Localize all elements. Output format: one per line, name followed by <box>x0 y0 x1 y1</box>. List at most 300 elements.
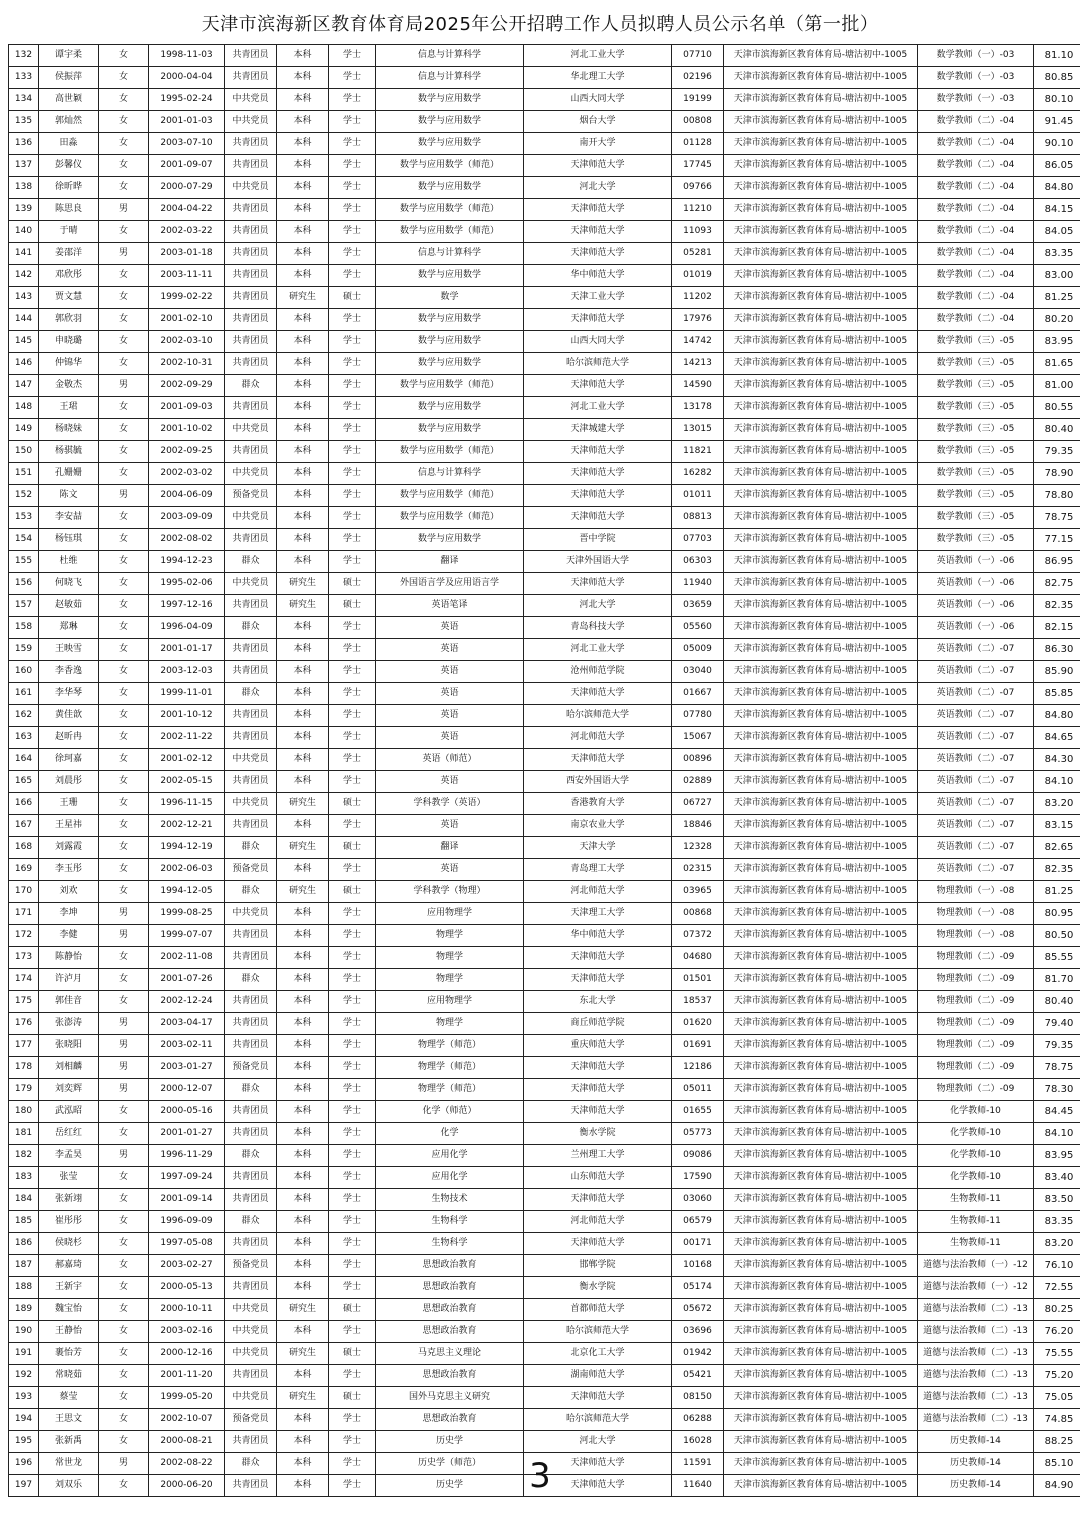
cell-university: 天津师范大学 <box>524 1453 672 1475</box>
cell-name: 李健 <box>39 925 99 947</box>
cell-political-status: 预备党员 <box>225 859 277 881</box>
cell-birth-date: 1995-02-06 <box>149 573 225 595</box>
cell-exam-number: 01501 <box>672 969 724 991</box>
cell-university: 天津师范大学 <box>524 243 672 265</box>
cell-recruiting-unit: 天津市滨海新区教育体育局-塘沽初中-1005 <box>724 1057 918 1079</box>
cell-degree: 学士 <box>329 1321 376 1343</box>
cell-position: 数学教师（一）-03 <box>918 45 1034 67</box>
cell-gender: 女 <box>99 353 149 375</box>
cell-exam-number: 08150 <box>672 1387 724 1409</box>
table-row <box>9 793 1080 815</box>
cell-university: 天津理工大学 <box>524 903 672 925</box>
cell-degree: 学士 <box>329 1145 376 1167</box>
cell-major: 英语 <box>376 617 524 639</box>
cell-recruiting-unit: 天津市滨海新区教育体育局-塘沽初中-1005 <box>724 485 918 507</box>
cell-position: 英语教师（二）-07 <box>918 815 1034 837</box>
cell-score: 74.85 <box>1034 1409 1080 1431</box>
cell-political-status: 群众 <box>225 683 277 705</box>
cell-degree: 学士 <box>329 661 376 683</box>
table-row <box>9 749 1080 771</box>
cell-degree: 学士 <box>329 1079 376 1101</box>
cell-exam-number: 15067 <box>672 727 724 749</box>
cell-exam-number: 05560 <box>672 617 724 639</box>
cell-recruiting-unit: 天津市滨海新区教育体育局-塘沽初中-1005 <box>724 419 918 441</box>
cell-name: 王珊 <box>39 793 99 815</box>
cell-gender: 女 <box>99 727 149 749</box>
cell-exam-number: 01655 <box>672 1101 724 1123</box>
cell-position: 数学教师（三）-05 <box>918 529 1034 551</box>
cell-name: 刘欢 <box>39 881 99 903</box>
cell-score: 84.15 <box>1034 199 1080 221</box>
cell-university: 天津师范大学 <box>524 155 672 177</box>
cell-political-status: 中共党员 <box>225 89 277 111</box>
cell-name: 申晓璐 <box>39 331 99 353</box>
cell-score: 76.10 <box>1034 1255 1080 1277</box>
table-row <box>9 331 1080 353</box>
cell-name: 高世颖 <box>39 89 99 111</box>
cell-major: 信息与计算科学 <box>376 45 524 67</box>
cell-row-index: 183 <box>9 1167 39 1189</box>
cell-birth-date: 2001-09-07 <box>149 155 225 177</box>
cell-exam-number: 13178 <box>672 397 724 419</box>
cell-exam-number: 02315 <box>672 859 724 881</box>
cell-name: 李坤 <box>39 903 99 925</box>
cell-position: 历史教师-14 <box>918 1453 1034 1475</box>
cell-political-status: 共青团员 <box>225 925 277 947</box>
cell-university: 兰州理工大学 <box>524 1145 672 1167</box>
cell-education: 本科 <box>277 1277 329 1299</box>
cell-education: 本科 <box>277 111 329 133</box>
cell-gender: 女 <box>99 177 149 199</box>
cell-position: 道德与法治教师（一）-12 <box>918 1255 1034 1277</box>
cell-recruiting-unit: 天津市滨海新区教育体育局-塘沽初中-1005 <box>724 1321 918 1343</box>
cell-degree: 学士 <box>329 177 376 199</box>
cell-political-status: 共青团员 <box>225 639 277 661</box>
cell-education: 本科 <box>277 925 329 947</box>
cell-gender: 男 <box>99 1453 149 1475</box>
cell-education: 本科 <box>277 903 329 925</box>
cell-birth-date: 2002-11-22 <box>149 727 225 749</box>
cell-gender: 女 <box>99 1167 149 1189</box>
cell-position: 数学教师（三）-05 <box>918 507 1034 529</box>
cell-education: 本科 <box>277 771 329 793</box>
cell-position: 道德与法治教师（二）-13 <box>918 1299 1034 1321</box>
cell-birth-date: 2002-03-22 <box>149 221 225 243</box>
cell-education: 本科 <box>277 1167 329 1189</box>
cell-recruiting-unit: 天津市滨海新区教育体育局-塘沽初中-1005 <box>724 1123 918 1145</box>
cell-university: 烟台大学 <box>524 111 672 133</box>
cell-degree: 学士 <box>329 1035 376 1057</box>
cell-education: 本科 <box>277 749 329 771</box>
cell-name: 杜维 <box>39 551 99 573</box>
cell-exam-number: 07710 <box>672 45 724 67</box>
cell-exam-number: 05672 <box>672 1299 724 1321</box>
cell-university: 天津师范大学 <box>524 1079 672 1101</box>
cell-gender: 女 <box>99 529 149 551</box>
cell-recruiting-unit: 天津市滨海新区教育体育局-塘沽初中-1005 <box>724 1211 918 1233</box>
cell-position: 数学教师（三）-05 <box>918 375 1034 397</box>
cell-exam-number: 01942 <box>672 1343 724 1365</box>
cell-education: 本科 <box>277 1233 329 1255</box>
cell-row-index: 147 <box>9 375 39 397</box>
cell-row-index: 135 <box>9 111 39 133</box>
cell-exam-number: 05009 <box>672 639 724 661</box>
cell-gender: 女 <box>99 441 149 463</box>
cell-birth-date: 2002-09-29 <box>149 375 225 397</box>
cell-recruiting-unit: 天津市滨海新区教育体育局-塘沽初中-1005 <box>724 397 918 419</box>
cell-position: 数学教师（三）-05 <box>918 331 1034 353</box>
cell-education: 本科 <box>277 1453 329 1475</box>
cell-score: 86.95 <box>1034 551 1080 573</box>
cell-political-status: 群众 <box>225 617 277 639</box>
cell-recruiting-unit: 天津市滨海新区教育体育局-塘沽初中-1005 <box>724 89 918 111</box>
cell-name: 崔彤彤 <box>39 1211 99 1233</box>
cell-row-index: 177 <box>9 1035 39 1057</box>
cell-birth-date: 1996-11-29 <box>149 1145 225 1167</box>
cell-exam-number: 01620 <box>672 1013 724 1035</box>
cell-political-status: 共青团员 <box>225 221 277 243</box>
cell-major: 翻译 <box>376 837 524 859</box>
table-row <box>9 529 1080 551</box>
cell-university: 哈尔滨师范大学 <box>524 353 672 375</box>
cell-major: 历史学 <box>376 1475 524 1497</box>
cell-name: 侯振萍 <box>39 67 99 89</box>
cell-position: 英语教师（二）-07 <box>918 639 1034 661</box>
cell-major: 数学与应用数学（师范） <box>376 375 524 397</box>
cell-major: 物理学 <box>376 925 524 947</box>
cell-degree: 学士 <box>329 441 376 463</box>
cell-row-index: 148 <box>9 397 39 419</box>
cell-position: 英语教师（二）-07 <box>918 661 1034 683</box>
cell-exam-number: 16282 <box>672 463 724 485</box>
cell-degree: 硕士 <box>329 1343 376 1365</box>
cell-score: 83.35 <box>1034 1211 1080 1233</box>
table-row <box>9 485 1080 507</box>
cell-education: 研究生 <box>277 881 329 903</box>
cell-row-index: 145 <box>9 331 39 353</box>
cell-birth-date: 2002-10-31 <box>149 353 225 375</box>
cell-major: 英语笔译 <box>376 595 524 617</box>
cell-score: 79.35 <box>1034 1035 1080 1057</box>
cell-row-index: 156 <box>9 573 39 595</box>
cell-university: 天津师范大学 <box>524 1057 672 1079</box>
cell-recruiting-unit: 天津市滨海新区教育体育局-塘沽初中-1005 <box>724 1475 918 1497</box>
cell-exam-number: 18537 <box>672 991 724 1013</box>
cell-birth-date: 1996-09-09 <box>149 1211 225 1233</box>
cell-gender: 女 <box>99 507 149 529</box>
cell-political-status: 群众 <box>225 1145 277 1167</box>
cell-university: 山西大同大学 <box>524 331 672 353</box>
cell-exam-number: 16028 <box>672 1431 724 1453</box>
cell-birth-date: 2002-12-21 <box>149 815 225 837</box>
cell-major: 思想政治教育 <box>376 1255 524 1277</box>
cell-gender: 女 <box>99 1431 149 1453</box>
cell-degree: 硕士 <box>329 573 376 595</box>
cell-gender: 男 <box>99 925 149 947</box>
cell-political-status: 共青团员 <box>225 1365 277 1387</box>
cell-major: 物理学 <box>376 947 524 969</box>
cell-recruiting-unit: 天津市滨海新区教育体育局-塘沽初中-1005 <box>724 661 918 683</box>
cell-birth-date: 2003-01-18 <box>149 243 225 265</box>
cell-row-index: 143 <box>9 287 39 309</box>
cell-name: 金敬杰 <box>39 375 99 397</box>
cell-recruiting-unit: 天津市滨海新区教育体育局-塘沽初中-1005 <box>724 221 918 243</box>
cell-score: 84.05 <box>1034 221 1080 243</box>
cell-political-status: 共青团员 <box>225 265 277 287</box>
cell-degree: 学士 <box>329 67 376 89</box>
cell-birth-date: 2000-05-13 <box>149 1277 225 1299</box>
cell-score: 91.45 <box>1034 111 1080 133</box>
cell-birth-date: 2003-02-16 <box>149 1321 225 1343</box>
cell-university: 天津大学 <box>524 837 672 859</box>
cell-major: 应用化学 <box>376 1167 524 1189</box>
cell-row-index: 152 <box>9 485 39 507</box>
cell-political-status: 群众 <box>225 837 277 859</box>
cell-birth-date: 1996-04-09 <box>149 617 225 639</box>
cell-degree: 学士 <box>329 727 376 749</box>
cell-political-status: 共青团员 <box>225 661 277 683</box>
cell-education: 本科 <box>277 331 329 353</box>
cell-university: 青岛理工大学 <box>524 859 672 881</box>
cell-political-status: 中共党员 <box>225 177 277 199</box>
cell-birth-date: 2001-10-12 <box>149 705 225 727</box>
cell-name: 陈静怡 <box>39 947 99 969</box>
cell-degree: 学士 <box>329 705 376 727</box>
cell-degree: 学士 <box>329 1101 376 1123</box>
cell-political-status: 预备党员 <box>225 1057 277 1079</box>
cell-score: 83.95 <box>1034 1145 1080 1167</box>
cell-score: 82.65 <box>1034 837 1080 859</box>
cell-university: 首都师范大学 <box>524 1299 672 1321</box>
cell-political-status: 共青团员 <box>225 529 277 551</box>
cell-name: 李安喆 <box>39 507 99 529</box>
cell-position: 数学教师（二）-04 <box>918 243 1034 265</box>
cell-score: 84.10 <box>1034 771 1080 793</box>
cell-position: 英语教师（二）-07 <box>918 683 1034 705</box>
cell-education: 本科 <box>277 1057 329 1079</box>
cell-recruiting-unit: 天津市滨海新区教育体育局-塘沽初中-1005 <box>724 859 918 881</box>
cell-position: 数学教师（二）-04 <box>918 221 1034 243</box>
cell-row-index: 160 <box>9 661 39 683</box>
cell-degree: 学士 <box>329 375 376 397</box>
cell-major: 数学与应用数学 <box>376 353 524 375</box>
cell-degree: 学士 <box>329 551 376 573</box>
cell-major: 数学与应用数学（师范） <box>376 155 524 177</box>
cell-education: 本科 <box>277 1101 329 1123</box>
cell-score: 75.55 <box>1034 1343 1080 1365</box>
cell-degree: 学士 <box>329 199 376 221</box>
cell-university: 天津师范大学 <box>524 1101 672 1123</box>
cell-political-status: 共青团员 <box>225 991 277 1013</box>
cell-major: 信息与计算科学 <box>376 463 524 485</box>
cell-major: 化学 <box>376 1123 524 1145</box>
cell-major: 信息与计算科学 <box>376 67 524 89</box>
cell-score: 84.90 <box>1034 1475 1080 1497</box>
cell-score: 84.65 <box>1034 727 1080 749</box>
cell-political-status: 共青团员 <box>225 441 277 463</box>
cell-birth-date: 1996-11-15 <box>149 793 225 815</box>
cell-gender: 女 <box>99 89 149 111</box>
cell-university: 河北大学 <box>524 595 672 617</box>
cell-birth-date: 2002-08-02 <box>149 529 225 551</box>
cell-recruiting-unit: 天津市滨海新区教育体育局-塘沽初中-1005 <box>724 1365 918 1387</box>
cell-gender: 女 <box>99 859 149 881</box>
cell-name: 谭宇柔 <box>39 45 99 67</box>
cell-recruiting-unit: 天津市滨海新区教育体育局-塘沽初中-1005 <box>724 1431 918 1453</box>
cell-political-status: 共青团员 <box>225 155 277 177</box>
cell-score: 80.50 <box>1034 925 1080 947</box>
cell-political-status: 共青团员 <box>225 815 277 837</box>
cell-university: 河北师范大学 <box>524 1211 672 1233</box>
table-row <box>9 111 1080 133</box>
cell-major: 数学与应用数学 <box>376 419 524 441</box>
cell-row-index: 174 <box>9 969 39 991</box>
cell-major: 英语 <box>376 661 524 683</box>
cell-degree: 学士 <box>329 1255 376 1277</box>
cell-name: 黄佳歆 <box>39 705 99 727</box>
cell-row-index: 133 <box>9 67 39 89</box>
cell-name: 王珺 <box>39 397 99 419</box>
cell-university: 天津师范大学 <box>524 573 672 595</box>
cell-recruiting-unit: 天津市滨海新区教育体育局-塘沽初中-1005 <box>724 639 918 661</box>
cell-birth-date: 2003-09-09 <box>149 507 225 529</box>
cell-birth-date: 1997-12-16 <box>149 595 225 617</box>
cell-row-index: 163 <box>9 727 39 749</box>
cell-education: 本科 <box>277 45 329 67</box>
cell-degree: 学士 <box>329 1431 376 1453</box>
cell-position: 英语教师（二）-07 <box>918 749 1034 771</box>
cell-name: 彭馨仪 <box>39 155 99 177</box>
cell-education: 本科 <box>277 1145 329 1167</box>
cell-education: 本科 <box>277 815 329 837</box>
table-row <box>9 243 1080 265</box>
cell-gender: 女 <box>99 837 149 859</box>
cell-birth-date: 2001-01-03 <box>149 111 225 133</box>
table-row <box>9 1321 1080 1343</box>
table-row <box>9 507 1080 529</box>
cell-major: 学科教学（英语） <box>376 793 524 815</box>
cell-exam-number: 05773 <box>672 1123 724 1145</box>
cell-degree: 学士 <box>329 947 376 969</box>
cell-recruiting-unit: 天津市滨海新区教育体育局-塘沽初中-1005 <box>724 1013 918 1035</box>
cell-birth-date: 2000-04-04 <box>149 67 225 89</box>
cell-recruiting-unit: 天津市滨海新区教育体育局-塘沽初中-1005 <box>724 1277 918 1299</box>
cell-row-index: 173 <box>9 947 39 969</box>
cell-major: 数学与应用数学 <box>376 111 524 133</box>
cell-row-index: 138 <box>9 177 39 199</box>
cell-birth-date: 2000-12-07 <box>149 1079 225 1101</box>
cell-name: 王新宇 <box>39 1277 99 1299</box>
cell-birth-date: 2003-11-11 <box>149 265 225 287</box>
cell-score: 83.15 <box>1034 815 1080 837</box>
cell-name: 岳红红 <box>39 1123 99 1145</box>
cell-row-index: 134 <box>9 89 39 111</box>
table-row <box>9 617 1080 639</box>
cell-position: 数学教师（二）-04 <box>918 199 1034 221</box>
cell-political-status: 中共党员 <box>225 419 277 441</box>
cell-name: 李华琴 <box>39 683 99 705</box>
cell-score: 81.65 <box>1034 353 1080 375</box>
cell-education: 研究生 <box>277 1343 329 1365</box>
cell-education: 本科 <box>277 639 329 661</box>
cell-university: 东北大学 <box>524 991 672 1013</box>
cell-recruiting-unit: 天津市滨海新区教育体育局-塘沽初中-1005 <box>724 199 918 221</box>
cell-education: 本科 <box>277 859 329 881</box>
cell-degree: 学士 <box>329 111 376 133</box>
cell-birth-date: 2000-06-20 <box>149 1475 225 1497</box>
cell-name: 张新禹 <box>39 1431 99 1453</box>
cell-row-index: 187 <box>9 1255 39 1277</box>
cell-row-index: 171 <box>9 903 39 925</box>
cell-exam-number: 00896 <box>672 749 724 771</box>
cell-score: 81.00 <box>1034 375 1080 397</box>
cell-degree: 学士 <box>329 1233 376 1255</box>
table-row <box>9 67 1080 89</box>
cell-position: 数学教师（二）-04 <box>918 155 1034 177</box>
cell-position: 数学教师（三）-05 <box>918 419 1034 441</box>
cell-major: 物理学 <box>376 969 524 991</box>
cell-name: 李玉彤 <box>39 859 99 881</box>
cell-position: 英语教师（一）-06 <box>918 573 1034 595</box>
cell-degree: 硕士 <box>329 287 376 309</box>
cell-major: 生物科学 <box>376 1233 524 1255</box>
cell-gender: 男 <box>99 1013 149 1035</box>
cell-university: 华北理工大学 <box>524 67 672 89</box>
cell-major: 化学（师范） <box>376 1101 524 1123</box>
cell-score: 80.55 <box>1034 397 1080 419</box>
cell-education: 本科 <box>277 177 329 199</box>
cell-major: 英语 <box>376 683 524 705</box>
table-row <box>9 683 1080 705</box>
cell-political-status: 共青团员 <box>225 243 277 265</box>
cell-education: 本科 <box>277 243 329 265</box>
cell-recruiting-unit: 天津市滨海新区教育体育局-塘沽初中-1005 <box>724 463 918 485</box>
cell-degree: 学士 <box>329 397 376 419</box>
cell-row-index: 140 <box>9 221 39 243</box>
cell-name: 常世龙 <box>39 1453 99 1475</box>
cell-name: 陈思良 <box>39 199 99 221</box>
cell-score: 84.45 <box>1034 1101 1080 1123</box>
cell-gender: 女 <box>99 683 149 705</box>
cell-gender: 女 <box>99 111 149 133</box>
cell-degree: 学士 <box>329 353 376 375</box>
cell-score: 85.85 <box>1034 683 1080 705</box>
cell-recruiting-unit: 天津市滨海新区教育体育局-塘沽初中-1005 <box>724 925 918 947</box>
cell-political-status: 共青团员 <box>225 1431 277 1453</box>
cell-score: 82.75 <box>1034 573 1080 595</box>
cell-political-status: 共青团员 <box>225 309 277 331</box>
cell-row-index: 191 <box>9 1343 39 1365</box>
cell-university: 天津师范大学 <box>524 199 672 221</box>
cell-degree: 硕士 <box>329 595 376 617</box>
cell-education: 本科 <box>277 463 329 485</box>
cell-political-status: 中共党员 <box>225 793 277 815</box>
cell-degree: 学士 <box>329 771 376 793</box>
cell-gender: 女 <box>99 1475 149 1497</box>
table-row <box>9 1145 1080 1167</box>
cell-name: 仲锦华 <box>39 353 99 375</box>
cell-degree: 学士 <box>329 1211 376 1233</box>
cell-recruiting-unit: 天津市滨海新区教育体育局-塘沽初中-1005 <box>724 177 918 199</box>
table-row <box>9 265 1080 287</box>
cell-degree: 学士 <box>329 1189 376 1211</box>
cell-name: 于晴 <box>39 221 99 243</box>
cell-birth-date: 1999-02-22 <box>149 287 225 309</box>
cell-exam-number: 03696 <box>672 1321 724 1343</box>
cell-position: 生物教师-11 <box>918 1211 1034 1233</box>
table-row <box>9 133 1080 155</box>
cell-university: 天津工业大学 <box>524 287 672 309</box>
